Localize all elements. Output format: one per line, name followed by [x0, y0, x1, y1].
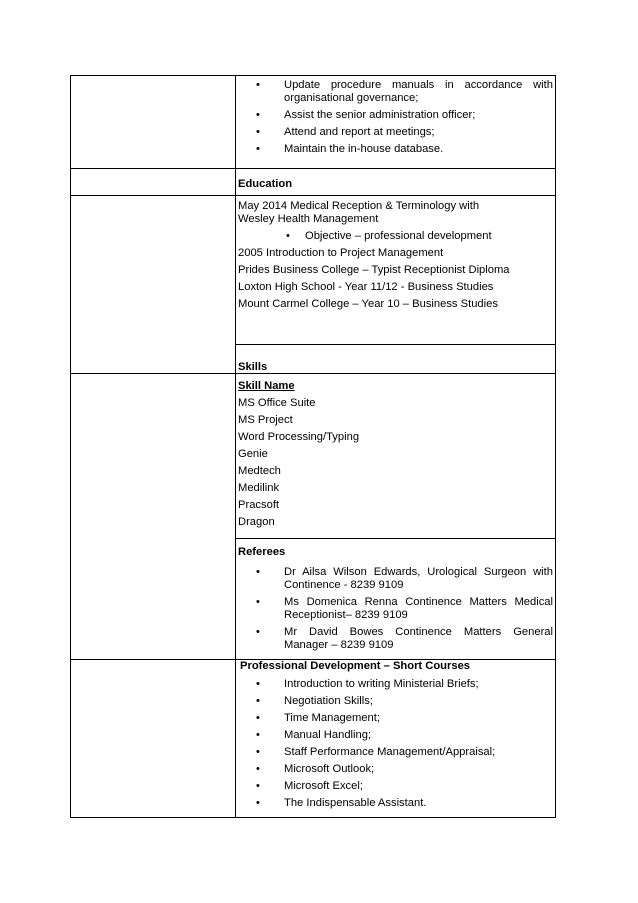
education-line: Wesley Health Management [238, 213, 379, 225]
bullet-icon: • [256, 797, 260, 809]
prof-dev-heading: Professional Development – Short Courses [240, 660, 471, 672]
table-rule [70, 817, 556, 818]
bullet-icon: • [256, 626, 260, 638]
skill-item: MS Project [238, 414, 293, 426]
education-objective: • Objective – professional development [286, 230, 492, 242]
duties-list [238, 79, 553, 156]
skills-heading: Skills [238, 361, 268, 373]
bullet-icon: • [256, 596, 260, 608]
list-item: • Dr Ailsa Wilson Edwards, Urological Surgeon with Continence - 8239 9109 [256, 566, 553, 591]
table-rule [70, 75, 556, 76]
table-rule [70, 373, 556, 374]
list-item: • Assist the senior administration officer; [256, 109, 476, 121]
bullet-icon: • [286, 230, 290, 242]
skill-item: Medtech [238, 465, 281, 477]
skill-item: MS Office Suite [238, 397, 316, 409]
list-item: • Mr David Bowes Continence Matters General Manager – 8239 9109 [256, 626, 553, 651]
bullet-icon: • [256, 729, 260, 741]
list-item: • The Indispensable Assistant. [256, 797, 427, 809]
prof-dev-section [238, 678, 553, 814]
education-line: May 2014 Medical Reception & Terminology with [238, 200, 480, 212]
list-item: • Update procedure manuals in accordance with organisational governance; [256, 79, 553, 104]
skills-subheading: Skill Name [238, 380, 295, 392]
referees-list [238, 566, 553, 652]
skill-item: Dragon [238, 516, 275, 528]
skill-item: Genie [238, 448, 268, 460]
bullet-icon: • [256, 79, 260, 91]
bullet-icon: • [256, 143, 260, 155]
table-rule [235, 344, 556, 345]
education-line: Loxton High School - Year 11/12 - Business Studies [238, 281, 494, 293]
list-item: • Microsoft Outlook; [256, 763, 375, 775]
skill-item: Medilink [238, 482, 280, 494]
table-rule [235, 538, 556, 539]
list-item: • Ms Domenica Renna Continence Matters Medical Receptionist– 8239 9109 [256, 596, 553, 621]
bullet-icon: • [256, 109, 260, 121]
prof-dev-list [238, 678, 553, 810]
list-item: • Maintain the in-house database. [256, 143, 444, 155]
referees-heading: Referees [238, 546, 286, 558]
list-item: • Manual Handling; [256, 729, 372, 741]
table-border-right [555, 75, 556, 818]
skill-item: Pracsoft [238, 499, 280, 511]
bullet-icon: • [256, 746, 260, 758]
list-item: • Staff Performance Management/Appraisal; [256, 746, 496, 758]
bullet-icon: • [256, 678, 260, 690]
list-item: • Time Management; [256, 712, 380, 724]
table-border-middle [235, 75, 236, 818]
list-item: • Negotiation Skills; [256, 695, 373, 707]
duties-section [238, 79, 553, 160]
education-section [238, 200, 553, 315]
bullet-icon: • [256, 126, 260, 138]
bullet-icon: • [256, 780, 260, 792]
table-border-left [70, 75, 71, 818]
list-item: • Introduction to writing Ministerial Briefs; [256, 678, 479, 690]
table-rule [70, 168, 556, 169]
bullet-icon: • [256, 695, 260, 707]
bullet-icon: • [256, 566, 260, 578]
list-item: • Microsoft Excel; [256, 780, 363, 792]
skills-section [238, 380, 553, 533]
education-line: 2005 Introduction to Project Management [238, 247, 444, 259]
education-heading: Education [238, 178, 293, 190]
table-rule [70, 195, 556, 196]
education-line: Prides Business College – Typist Receptionist Diploma [238, 264, 510, 276]
bullet-icon: • [256, 712, 260, 724]
skill-item: Word Processing/Typing [238, 431, 360, 443]
list-item: • Attend and report at meetings; [256, 126, 435, 138]
resume-table [70, 75, 556, 818]
education-line: Mount Carmel College – Year 10 – Business Studies [238, 298, 498, 310]
bullet-icon: • [256, 763, 260, 775]
referees-section [238, 566, 553, 656]
